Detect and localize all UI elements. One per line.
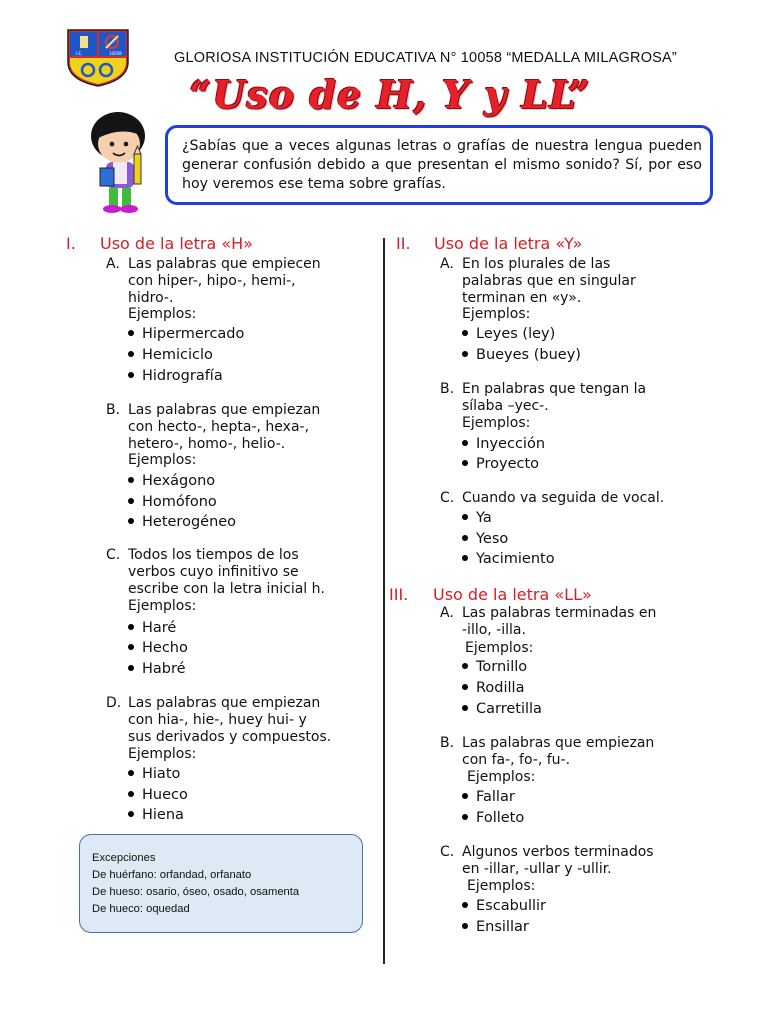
example-item: Habré — [128, 659, 186, 680]
bullet-icon — [128, 624, 134, 630]
bullet-icon — [462, 684, 468, 690]
example-item: Hidrografía — [128, 366, 223, 387]
bullet-icon — [462, 440, 468, 446]
examples-label: Ejemplos: — [128, 598, 197, 614]
bullet-icon — [128, 811, 134, 817]
example-item: Hiato — [128, 764, 180, 785]
bullet-icon — [128, 791, 134, 797]
example-item: Carretilla — [462, 699, 542, 720]
bullet-icon — [462, 535, 468, 541]
list-item-ll-a — [440, 605, 710, 641]
school-name: GLORIOSA INSTITUCIÓN EDUCATIVA N° 10058 “MEDALLA MILAGROSA” — [174, 50, 677, 66]
intro-box: ¿Sabías que a veces algunas letras o grafías de nuestra lengua pueden generar confusión debido a que presentan el mismo sonido? Sí, por eso hoy veremos ese tema sobre grafías. — [165, 125, 713, 205]
example-item: Proyecto — [462, 454, 539, 475]
examples-label: Ejemplos: — [128, 746, 197, 762]
list-item-y-a — [440, 256, 710, 308]
section-title: Uso de la letra «Y» — [434, 234, 583, 253]
example-item: Rodilla — [462, 678, 524, 699]
bullet-icon — [462, 330, 468, 336]
item-letter: C. — [440, 490, 455, 506]
item-letter: B. — [106, 402, 121, 418]
bullet-icon — [462, 923, 468, 929]
exception-line: De hueco: oquedad — [92, 903, 190, 915]
example-item: Leyes (ley) — [462, 324, 555, 345]
example-item: Hemiciclo — [128, 345, 213, 366]
list-item-y-c — [440, 490, 710, 508]
item-text: Las palabras que empiezan con hia-, hie-, huey hui- y sus derivados y compuestos. — [128, 695, 332, 745]
list-item-h-d — [106, 695, 381, 747]
example-item: Hueco — [128, 785, 188, 806]
item-letter: B. — [440, 381, 455, 397]
example-item: Yeso — [462, 529, 508, 550]
bullet-icon — [128, 498, 134, 504]
svg-text:10058: 10058 — [109, 51, 122, 56]
item-text: Las palabras que empiecen con hiper-, hipo-, hemi-, hidro-. — [128, 256, 321, 306]
example-item: Hexágono — [128, 471, 215, 492]
example-item: Yacimiento — [462, 549, 555, 570]
exceptions-box — [79, 834, 363, 933]
bullet-icon — [462, 514, 468, 520]
section-number: III. — [389, 585, 409, 604]
examples-label: Ejemplos: — [467, 769, 536, 785]
bullet-icon — [128, 372, 134, 378]
exceptions-title: Excepciones — [92, 852, 156, 864]
examples-label: Ejemplos: — [465, 640, 534, 656]
example-item: Fallar — [462, 787, 515, 808]
section-title: Uso de la letra «LL» — [433, 585, 592, 604]
examples-label: Ejemplos: — [128, 452, 197, 468]
example-item: Bueyes (buey) — [462, 345, 581, 366]
example-item: Hipermercado — [128, 324, 244, 345]
bullet-icon — [462, 902, 468, 908]
example-item: Haré — [128, 618, 176, 639]
example-item: Homófono — [128, 492, 217, 513]
bullet-icon — [462, 555, 468, 561]
item-text: Las palabras que empiezan con fa-, fo-, fu-. — [462, 735, 655, 768]
item-letter: A. — [440, 256, 454, 272]
bullet-icon — [462, 460, 468, 466]
list-item-h-a — [106, 256, 376, 308]
item-text: En los plurales de las palabras que en singular terminan en «y». — [462, 256, 636, 306]
section-h-heading — [66, 234, 366, 256]
exception-line: De hueso: osario, óseo, osado, osamenta — [92, 886, 300, 898]
item-text: Las palabras que empiezan con hecto-, hepta-, hexa-, hetero-, homo-, helio-. — [128, 402, 321, 452]
section-title: Uso de la letra «H» — [100, 234, 253, 253]
item-letter: A. — [440, 605, 454, 621]
examples-label: Ejemplos: — [128, 306, 197, 322]
item-letter: B. — [440, 735, 455, 751]
item-letter: C. — [440, 844, 455, 860]
example-item: Folleto — [462, 808, 524, 829]
list-item-h-b — [106, 402, 376, 454]
bullet-icon — [462, 705, 468, 711]
bullet-icon — [462, 814, 468, 820]
item-text: Algunos verbos terminados en -illar, -ullar y -ullir. — [462, 844, 654, 877]
list-item-ll-b — [440, 735, 710, 771]
examples-label: Ejemplos: — [462, 306, 531, 322]
item-letter: C. — [106, 547, 121, 563]
item-letter: A. — [106, 256, 120, 272]
item-text: Cuando va seguida de vocal. — [462, 490, 665, 506]
exception-line: De huérfano: orfandad, orfanato — [92, 869, 252, 881]
example-item: Ya — [462, 508, 492, 529]
item-text: En palabras que tengan la sílaba –yec-. — [462, 381, 647, 414]
item-text: Todos los tiempos de los verbos cuyo infinitivo se escribe con la letra inicial h. — [128, 547, 325, 597]
bullet-icon — [128, 644, 134, 650]
section-number: I. — [66, 234, 76, 253]
example-item: Tornillo — [462, 657, 527, 678]
bullet-icon — [462, 663, 468, 669]
bullet-icon — [128, 665, 134, 671]
example-item: Escabullir — [462, 896, 546, 917]
bullet-icon — [128, 770, 134, 776]
bullet-icon — [128, 518, 134, 524]
example-item: Ensillar — [462, 917, 529, 938]
page-title: “Uso de H, Y y LL” — [189, 72, 591, 117]
bullet-icon — [462, 793, 468, 799]
bullet-icon — [128, 351, 134, 357]
school-crest-logo — [66, 28, 130, 88]
list-item-ll-c — [440, 844, 715, 880]
item-text: Las palabras terminadas en -illo, -illa. — [462, 605, 657, 638]
example-item: Hiena — [128, 805, 184, 826]
section-number: II. — [396, 234, 411, 253]
student-character-illustration — [82, 108, 164, 216]
bullet-icon — [128, 477, 134, 483]
svg-text:I.E.: I.E. — [76, 51, 83, 56]
examples-label: Ejemplos: — [462, 415, 531, 431]
examples-label: Ejemplos: — [467, 878, 536, 894]
column-divider — [383, 238, 385, 964]
list-item-h-c — [106, 547, 376, 599]
example-item: Inyección — [462, 434, 545, 455]
example-item: Hecho — [128, 638, 188, 659]
example-item: Heterogéneo — [128, 512, 236, 533]
bullet-icon — [128, 330, 134, 336]
section-y-heading — [396, 234, 696, 256]
bullet-icon — [462, 351, 468, 357]
item-letter: D. — [106, 695, 122, 711]
section-ll-heading — [389, 585, 689, 607]
list-item-y-b — [440, 381, 710, 417]
